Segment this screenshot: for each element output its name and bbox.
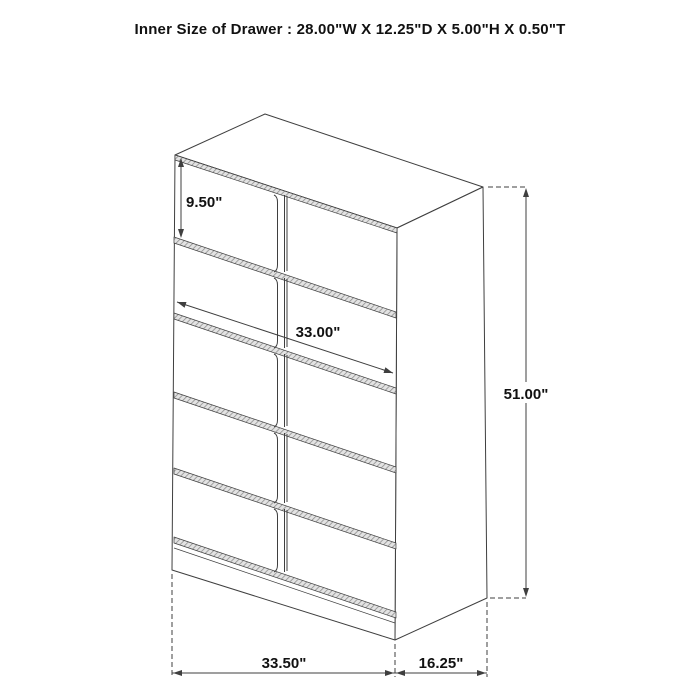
cabinet-right-face <box>391 187 487 640</box>
dim-label-overall-width: 33.50" <box>261 655 307 672</box>
diagram-title: Inner Size of Drawer : 28.00"W X 12.25"D X 5.00"H X 0.50"T <box>134 21 566 38</box>
dim-overall-depth <box>395 655 487 676</box>
dim-label-top-drawer-height: 9.50" <box>186 194 223 211</box>
dim-label-overall-height: 51.00" <box>503 386 549 403</box>
dim-label-overall-depth: 16.25" <box>418 655 464 672</box>
dim-label-front-width: 33.00" <box>295 324 341 341</box>
dim-overall-height <box>488 187 552 598</box>
dim-overall-width <box>172 655 395 676</box>
